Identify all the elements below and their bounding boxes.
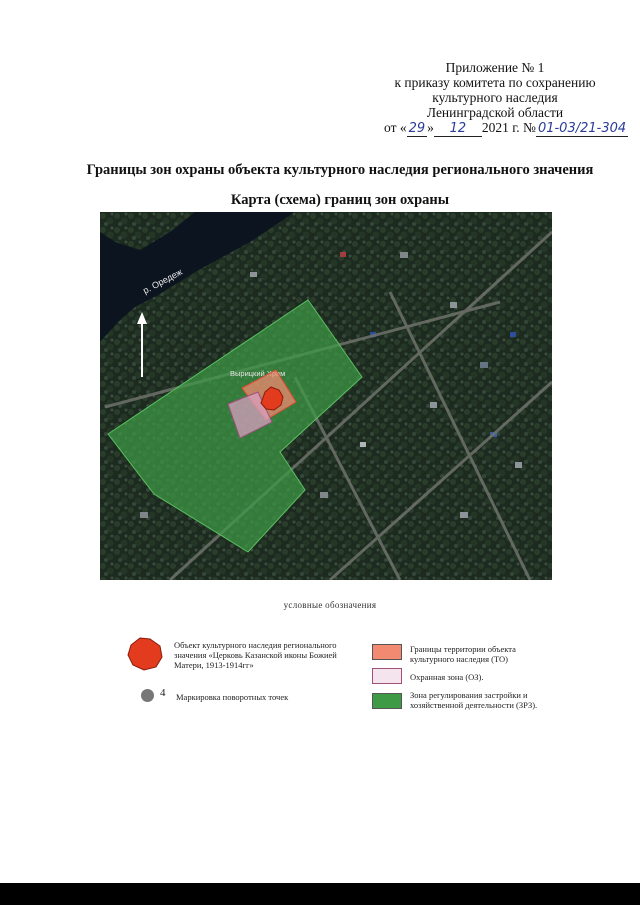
- order-line: [384, 120, 627, 137]
- map-svg: [100, 212, 552, 580]
- legend-zone-label: Зона регулирования застройки и хозяйственной деятельности (ЗРЗ).: [410, 690, 538, 710]
- legend-protection-label: Охранная зона (ОЗ).: [410, 672, 484, 682]
- river-label: р. Оредеж: [141, 266, 184, 296]
- zone-swatch: [372, 693, 402, 709]
- order-year: 2021 г. №: [481, 120, 536, 135]
- order-day: 29: [408, 121, 426, 136]
- protection-swatch: [372, 668, 402, 684]
- appendix-order-ref: к приказу комитета по сохранению: [394, 75, 596, 90]
- church-label: Вырицкий Храм: [230, 369, 286, 378]
- appendix-committee: культурного наследия: [432, 90, 558, 105]
- marker-dot-icon: [141, 689, 154, 702]
- order-month: 12: [434, 121, 482, 137]
- legend-territory-label: Границы территории объекта культурного наследия (ТО): [410, 644, 516, 664]
- legend-title: условные обозначения: [283, 600, 377, 610]
- map-subtitle: Карта (схема) границ зон охраны: [230, 192, 450, 208]
- order-mid: »: [427, 120, 434, 135]
- order-number: 01-03/21-304: [537, 121, 627, 136]
- satellite-map: [100, 212, 552, 580]
- legend-object-label: Объект культурного наследия регионального значения «Церковь Казанской иконы Божией Матери, 1913-1914гг»: [174, 640, 337, 670]
- appendix-number: Приложение № 1: [445, 60, 545, 75]
- appendix-region: Ленинградской области: [426, 105, 564, 120]
- territory-swatch: [372, 644, 402, 660]
- document-title: Границы зон охраны объекта культурного наследия регионального значения: [86, 162, 594, 178]
- appendix-header: [370, 60, 627, 137]
- legend-marker-label: Маркировка поворотных точек: [176, 692, 289, 702]
- marker-number: 4: [160, 687, 166, 699]
- scan-edge: [0, 883, 640, 905]
- order-prefix: от «: [384, 120, 407, 135]
- heritage-object-icon: [126, 636, 166, 672]
